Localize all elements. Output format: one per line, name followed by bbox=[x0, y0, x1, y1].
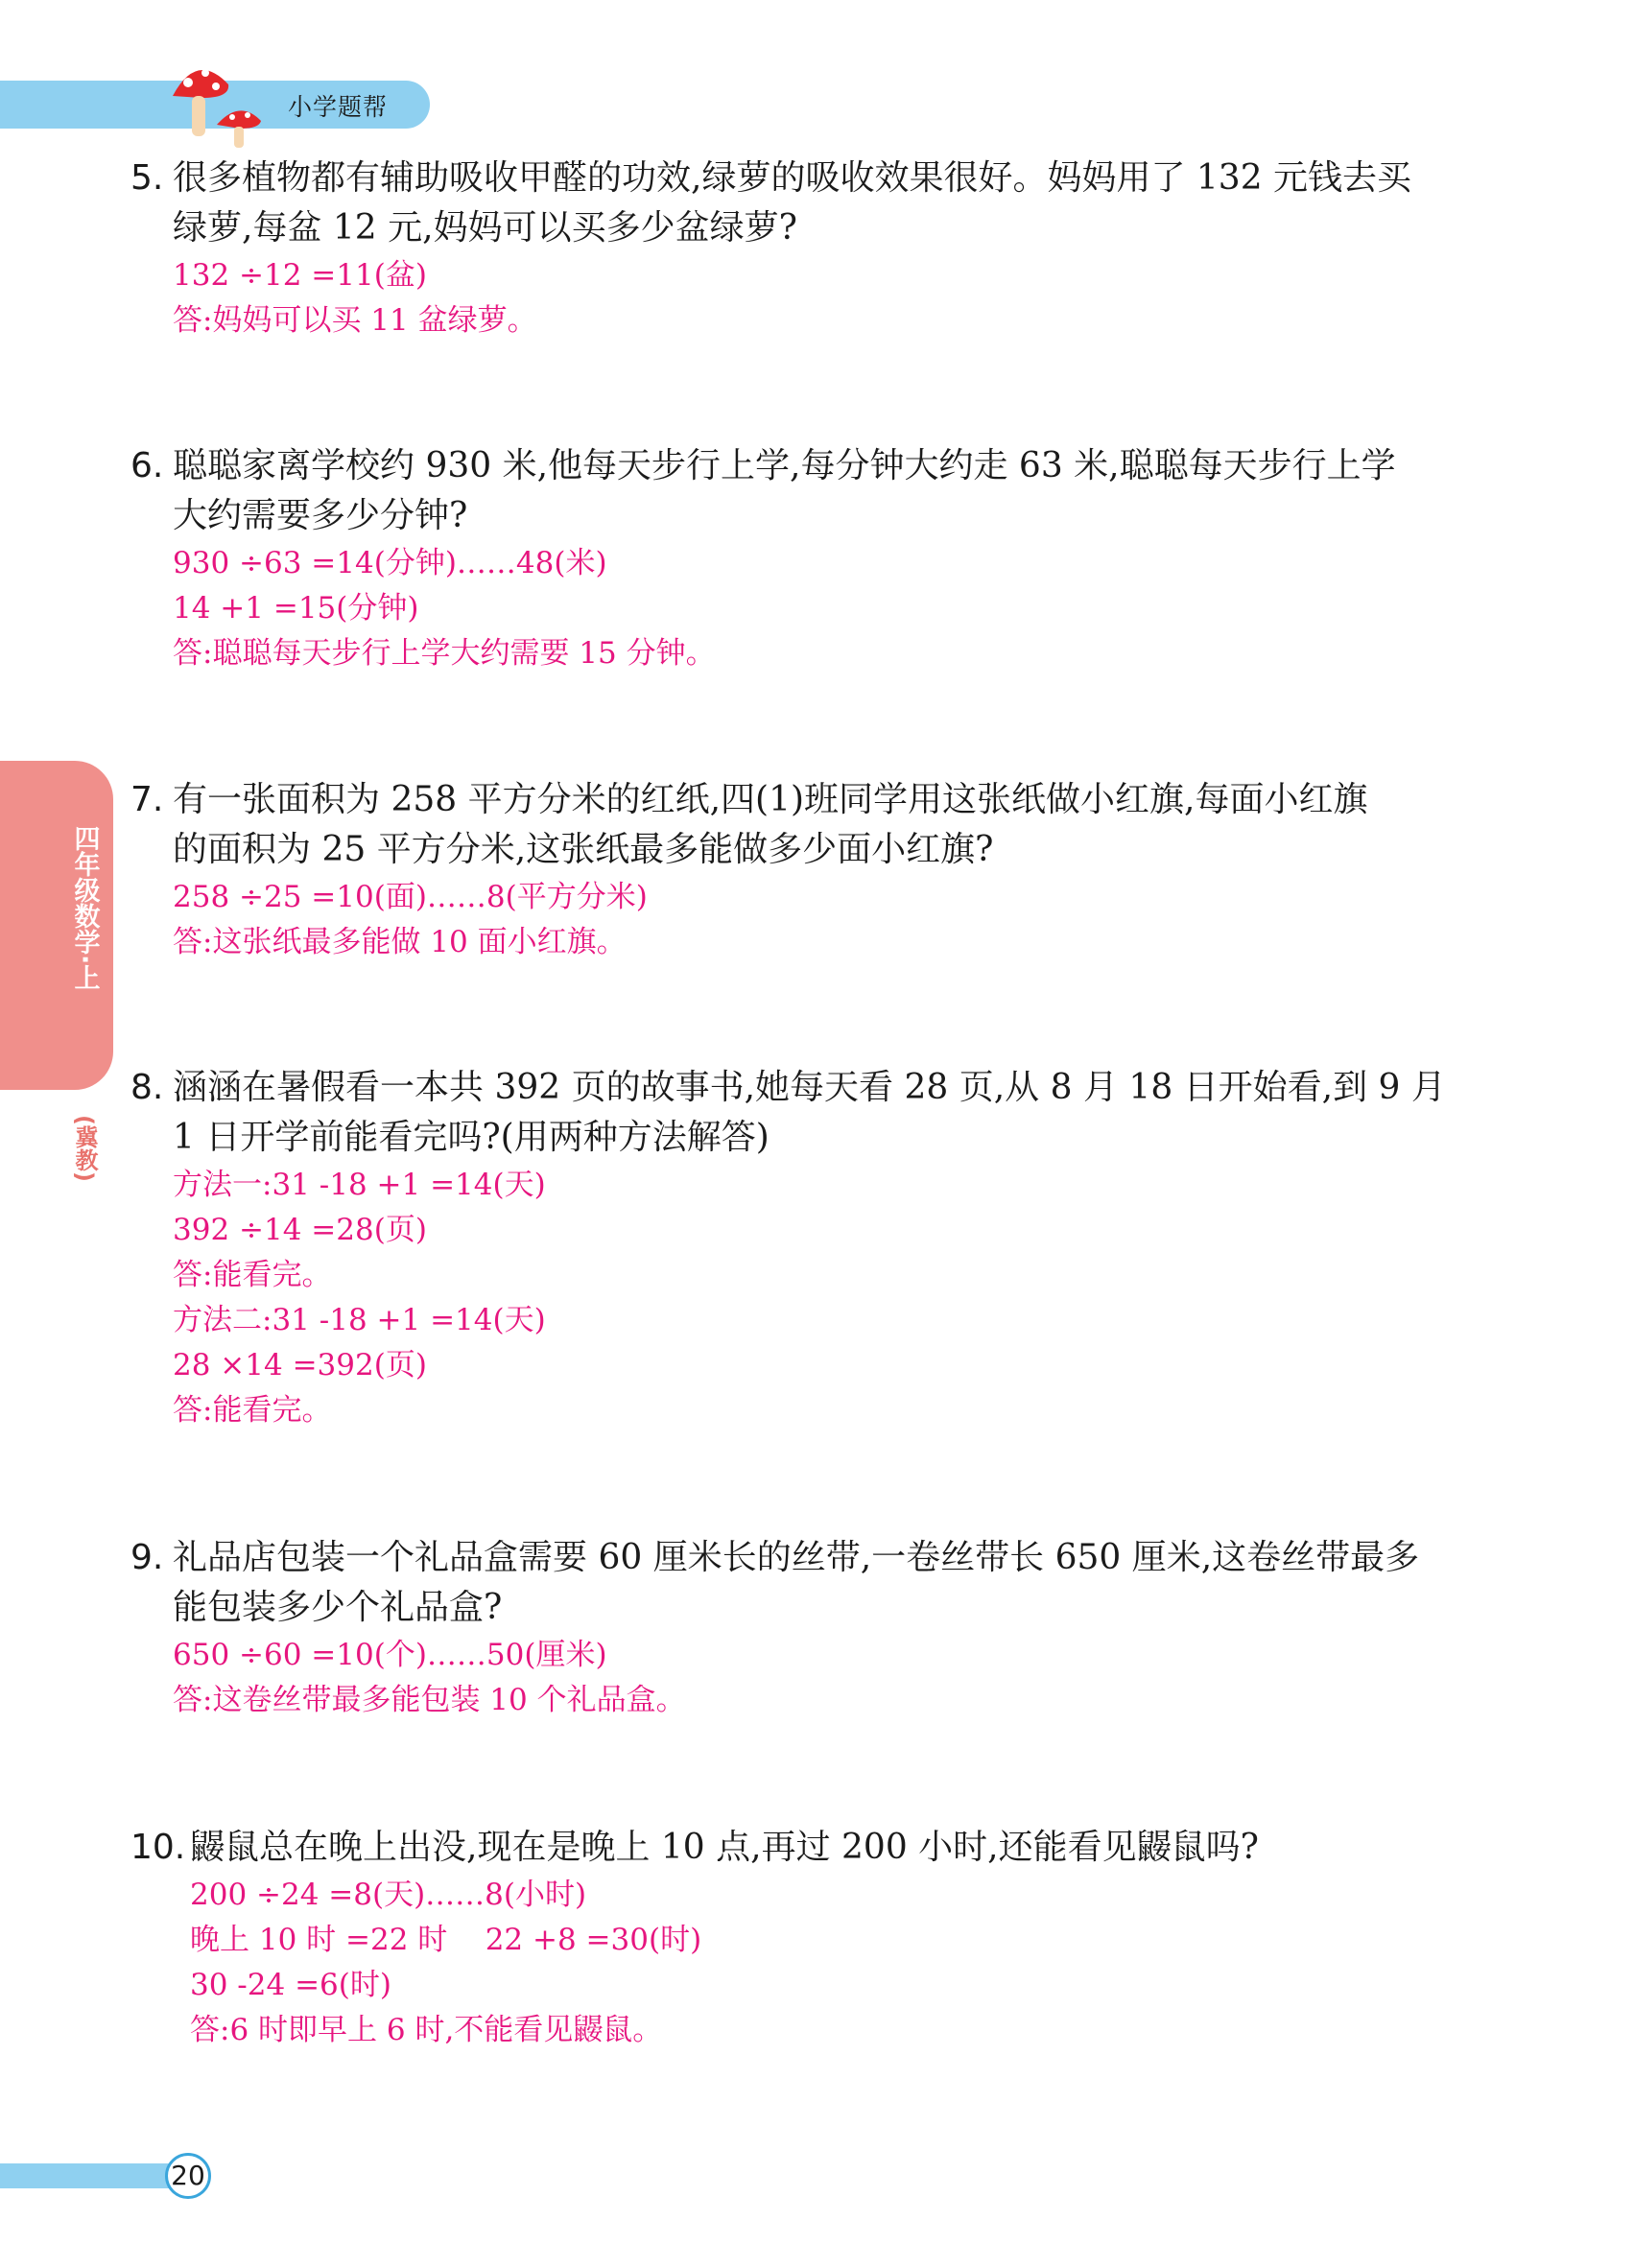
question-text bbox=[130, 154, 1512, 203]
answer-line: 答:6 时即早上 6 时,不能看见鼹鼠。 bbox=[190, 2013, 663, 2047]
answer-line: 258 ÷25 =10(面)……8(平方分米) bbox=[173, 880, 648, 914]
question-line: 1 日开学前能看完吗?(用两种方法解答) bbox=[173, 1118, 770, 1157]
question-7 bbox=[130, 775, 1512, 965]
question-5 bbox=[130, 154, 1512, 343]
footer-band bbox=[0, 2163, 182, 2188]
grade-subject-text: 四年级数学·上 bbox=[69, 825, 100, 991]
question-line: 的面积为 25 平方分米,这张纸最多能做多少面小红旗? bbox=[173, 830, 994, 869]
answer-line: 方法二:31 -18 +1 =14(天) bbox=[173, 1303, 546, 1337]
question-line: 能包装多少个礼品盒? bbox=[173, 1588, 503, 1627]
question-line: 很多植物都有辅助吸收甲醛的功效,绿萝的吸收效果很好。妈妈用了 132 元钱去买 bbox=[173, 158, 1412, 198]
answer-line: 14 +1 =15(分钟) bbox=[173, 591, 419, 626]
answer-line: 答:这张纸最多能做 10 面小红旗。 bbox=[173, 925, 627, 959]
edition-text: (冀教) bbox=[71, 1115, 98, 1182]
question-line: 鼹鼠总在晚上出没,现在是晚上 10 点,再过 200 小时,还能看见鼹鼠吗? bbox=[190, 1828, 1259, 1867]
question-line: 聪聪家离学校约 930 米,他每天步行上学,每分钟大约走 63 米,聪聪每天步行上学 bbox=[173, 446, 1396, 485]
question-10 bbox=[130, 1823, 1512, 2053]
page-number: 20 bbox=[165, 2153, 211, 2199]
question-6 bbox=[130, 441, 1512, 676]
question-number: 9. bbox=[130, 1538, 164, 1577]
question-text bbox=[130, 441, 1512, 491]
question-line: 礼品店包装一个礼品盒需要 60 厘米长的丝带,一卷丝带长 650 厘米,这卷丝带最多 bbox=[173, 1538, 1420, 1577]
question-number: 8. bbox=[130, 1068, 164, 1107]
question-number: 7. bbox=[130, 780, 164, 819]
question-text bbox=[130, 1823, 1512, 1873]
answer-line: 30 -24 =6(时) bbox=[190, 1968, 391, 2002]
answer-line: 答:妈妈可以买 11 盆绿萝。 bbox=[173, 303, 537, 338]
mushroom-icon bbox=[163, 56, 278, 152]
question-text bbox=[130, 775, 1512, 825]
answer-line: 132 ÷12 =11(盆) bbox=[173, 258, 427, 293]
question-number: 5. bbox=[130, 158, 164, 198]
answer-line: 答:这卷丝带最多能包装 10 个礼品盒。 bbox=[173, 1683, 686, 1717]
answer-line: 650 ÷60 =10(个)……50(厘米) bbox=[173, 1638, 607, 1672]
answer-line: 28 ×14 =392(页) bbox=[173, 1348, 427, 1382]
edition-label bbox=[65, 1115, 104, 1189]
answer-line: 答:聪聪每天步行上学大约需要 15 分钟。 bbox=[173, 636, 716, 671]
question-8 bbox=[130, 1063, 1512, 1433]
grade-subject-label bbox=[65, 825, 104, 998]
answer-line: 930 ÷63 =14(分钟)……48(米) bbox=[173, 546, 607, 580]
question-line: 涵涵在暑假看一本共 392 页的故事书,她每天看 28 页,从 8 月 18 日开始看,到 9 月 bbox=[173, 1068, 1446, 1107]
answer-line: 200 ÷24 =8(天)……8(小时) bbox=[190, 1878, 587, 1912]
question-line: 绿萝,每盆 12 元,妈妈可以买多少盆绿萝? bbox=[173, 208, 797, 248]
question-9 bbox=[130, 1533, 1512, 1723]
answer-line: 方法一:31 -18 +1 =14(天) bbox=[173, 1168, 546, 1202]
question-number: 6. bbox=[130, 446, 164, 485]
question-number: 10. bbox=[130, 1828, 186, 1867]
answer-line: 答:能看完。 bbox=[173, 1393, 332, 1428]
answer-line: 答:能看完。 bbox=[173, 1258, 332, 1292]
question-text bbox=[130, 1533, 1512, 1583]
question-line: 大约需要多少分钟? bbox=[173, 496, 468, 535]
answer-line: 晚上 10 时 =22 时 22 +8 =30(时) bbox=[190, 1923, 702, 1957]
question-text bbox=[130, 1063, 1512, 1113]
answer-line: 392 ÷14 =28(页) bbox=[173, 1213, 427, 1247]
question-line: 有一张面积为 258 平方分米的红纸,四(1)班同学用这张纸做小红旗,每面小红旗 bbox=[173, 780, 1368, 819]
series-title: 小学题帮 bbox=[288, 93, 389, 121]
